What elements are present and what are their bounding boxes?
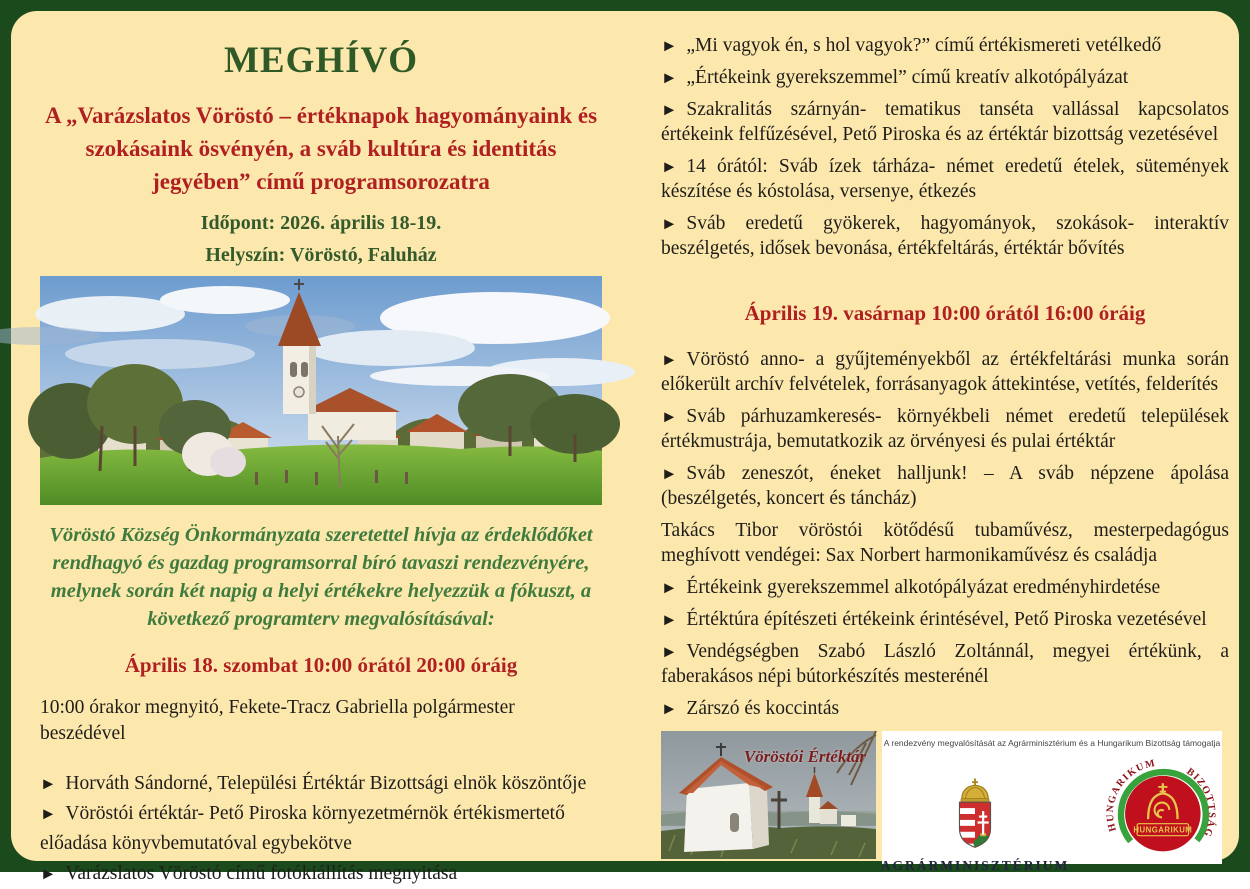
hungarikum-ring-label-right: BIZOTTSÁG bbox=[1184, 766, 1218, 840]
page-title: MEGHÍVÓ bbox=[223, 40, 419, 81]
bullet-icon: ► bbox=[661, 699, 678, 718]
program-item bbox=[40, 799, 602, 859]
date-line: Időpont: 2026. április 18-19. bbox=[200, 212, 442, 234]
bullet-icon: ► bbox=[661, 100, 678, 119]
program-item bbox=[40, 769, 602, 799]
program-item bbox=[661, 154, 1229, 204]
bullet-icon: ► bbox=[661, 642, 678, 661]
program-item bbox=[661, 461, 1229, 511]
invitation-paragraph: Vöröstó Község Önkormányzata szeretettel hívja az érdeklődőket rendhagyó és gazdag programsorral bíró tavaszi rendezvényére, melynek során két napig a helyi értékekre helyezzük a fókuszt, a következő programterv megvalósításával: bbox=[49, 524, 593, 630]
hungarikum-center-label: HUNGARIKUM bbox=[1133, 825, 1193, 835]
program-item-text: Sváb párhuzamkeresés- környékbeli német eredetű települések értékmustrája, bemutatkozik az örvényesi és pulai értéktár bbox=[661, 406, 1229, 452]
program-item bbox=[661, 639, 1229, 689]
program-item-text: 14 órától: Sváb ízek tárháza- német eredetű ételek, sütemények készítése és kóstolása, versenye, étkezés bbox=[661, 156, 1229, 202]
program-item bbox=[661, 347, 1229, 397]
day1-opening: 10:00 órakor megnyitó, Fekete-Tracz Gabriella polgármester beszédével bbox=[40, 697, 515, 744]
village-photo bbox=[40, 276, 602, 505]
program-item-text: Sváb eredetű gyökerek, hagyományok, szokások- interaktív beszélgetés, idősek bevonása, értékfeltárás, értéktár bővítés bbox=[661, 213, 1229, 259]
program-item bbox=[661, 65, 1229, 90]
program-item-text: Sváb zeneszót, éneket halljunk! – A sváb népzene ápolása (beszélgetés, koncert és táncház) bbox=[661, 463, 1229, 509]
day2-heading: Április 19. vasárnap 10:00 órától 16:00 óráig bbox=[744, 301, 1146, 325]
program-item bbox=[661, 575, 1229, 600]
program-item bbox=[661, 33, 1229, 58]
bullet-icon: ► bbox=[661, 157, 678, 176]
program-item-text: „Értékeink gyerekszemmel” című kreatív alkotópályázat bbox=[686, 67, 1129, 88]
bullet-icon: ► bbox=[661, 214, 678, 233]
invitation-sheet bbox=[11, 11, 1239, 884]
bullet-icon: ► bbox=[40, 864, 57, 883]
hungarikum-ring-label-left: HUNGARIKUM bbox=[1105, 757, 1158, 833]
program-item bbox=[661, 211, 1229, 261]
program-item-text: Vöröstói értéktár- Pető Piroska környezetmérnök értékismertető előadása könyvbemutatóval egybekötve bbox=[40, 803, 565, 854]
hungarian-coat-of-arms-icon bbox=[952, 777, 998, 851]
bullet-icon: ► bbox=[40, 774, 57, 793]
footer-logos bbox=[661, 731, 1229, 873]
day1-heading: Április 18. szombat 10:00 órától 20:00 óráig bbox=[124, 653, 518, 677]
program-item-text: Vöröstó anno- a gyűjteményekből az értékfeltárási munka során előkerült archív felvételek, forrásanyagok áttekintése, vetítés, felderítés bbox=[661, 349, 1229, 395]
program-item-text: Értékeink gyerekszemmel alkotópályázat eredményhirdetése bbox=[686, 577, 1161, 598]
program-item-text: Értéktúra építészeti értékeink érintésével, Pető Piroska vezetésével bbox=[686, 609, 1207, 630]
day1-program-list-left bbox=[40, 769, 602, 889]
supporter-logos-row bbox=[882, 751, 1222, 874]
bullet-icon: ► bbox=[661, 36, 678, 55]
program-item bbox=[661, 404, 1229, 454]
bullet-icon: ► bbox=[661, 464, 678, 483]
right-column bbox=[661, 33, 1229, 873]
supporters-box bbox=[880, 731, 1222, 873]
program-item-text: Zárszó és koccintás bbox=[686, 698, 840, 719]
hungarikum-logo bbox=[1099, 751, 1223, 872]
bullet-icon: ► bbox=[661, 610, 678, 629]
agrarminiszterium-logo bbox=[881, 777, 1070, 874]
hungarikum-bizottsag-icon bbox=[1099, 751, 1223, 867]
bullet-icon: ► bbox=[661, 407, 678, 426]
bullet-icon: ► bbox=[661, 68, 678, 87]
program-item-text: Vendégségben Szabó László Zoltánnál, megyei értékünk, a faberakásos népi bútorkészítés mesterénél bbox=[661, 641, 1229, 687]
guest-note: Takács Tibor vöröstói kötődésű tubaművész, mesterpedagógus meghívott vendégei: Sax Norbert harmonikaművész és családja bbox=[661, 520, 1229, 566]
ministry-label: AGRÁRMINISZTÉRIUM bbox=[880, 858, 1070, 873]
program-item-text: „Mi vagyok én, s hol vagyok?” című értékismereti vetélkedő bbox=[686, 35, 1162, 56]
program-item bbox=[40, 859, 602, 889]
venue-line: Helyszín: Vöröstó, Faluház bbox=[205, 244, 437, 266]
program-item bbox=[661, 607, 1229, 632]
left-column bbox=[40, 39, 602, 889]
program-item-text: Szakralitás szárnyán- tematikus tanséta vallással kapcsolatos értékeink felfűzésével, Pető Piroska és az értéktár bizottság vezetésével bbox=[661, 99, 1229, 145]
bullet-icon: ► bbox=[661, 578, 678, 597]
program-item bbox=[661, 97, 1229, 147]
ertektar-logo bbox=[661, 731, 876, 859]
program-item-text: Varázslatos Vöröstó című fotókiállítás megnyitása bbox=[65, 863, 458, 884]
ertektar-label: Vöröstói Értéktár bbox=[743, 747, 867, 766]
bullet-icon: ► bbox=[661, 350, 678, 369]
bullet-icon: ► bbox=[40, 804, 57, 823]
event-subtitle: A „Varázslatos Vöröstó – értéknapok hagyományaink és szokásaink ösvényén, a sváb kultúra és identitás jegyében” című programsorozatra bbox=[44, 103, 598, 194]
support-note: A rendezvény megvalósítását az Agrárminisztérium és a Hungarikum Bizottság támogatja bbox=[883, 738, 1221, 748]
program-item-text: Horváth Sándorné, Települési Értéktár Bizottsági elnök köszöntője bbox=[65, 773, 587, 794]
village-photo-illustration bbox=[40, 276, 602, 505]
program-item bbox=[661, 696, 1229, 721]
